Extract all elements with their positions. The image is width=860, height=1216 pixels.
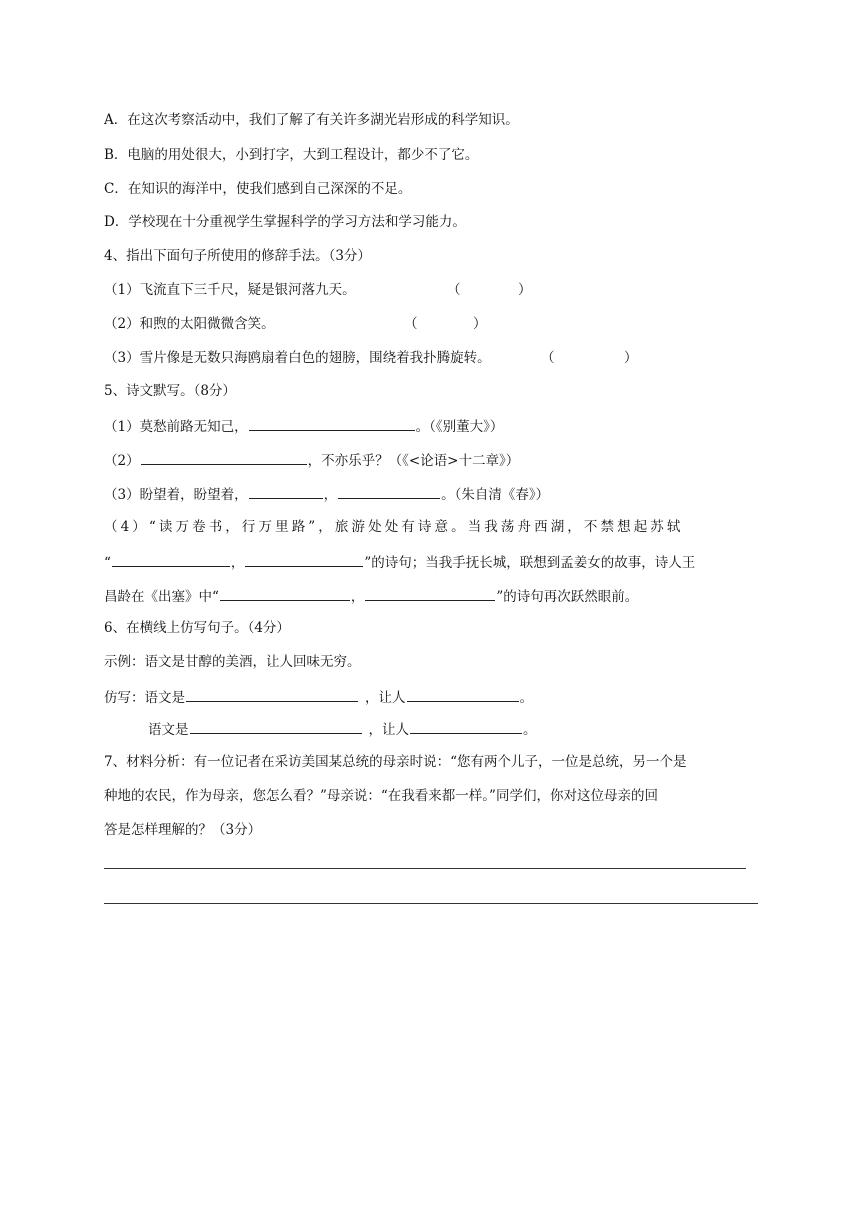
answer-line-2[interactable] [104,903,758,904]
q4-item-2 [104,314,275,334]
q5-line-5 [104,551,695,573]
q4-item-1-text: （1）飞流直下三千尺，疑是银河落九天。 [104,282,356,298]
q6-practice-2 [148,718,537,740]
q6-practice-1-prompt: 仿写：语文是 [104,690,185,706]
q5-line-3 [104,483,549,505]
q6-practice-2-prompt: 语文是 [148,722,189,738]
answer-blank[interactable] [410,718,522,734]
answer-blank[interactable] [190,718,362,734]
q5-line-2-prompt: （2） [104,453,140,469]
answer-blank[interactable] [249,415,415,431]
q5-line-3-source: 。（朱自清《春》） [441,487,550,503]
q4-title: 4、指出下面句子所使用的修辞手法。（3分） [104,248,371,264]
answer-blank[interactable] [112,551,230,567]
option-c: C．在知识的海洋中，使我们感到自己深深的不足。 [104,181,412,197]
q7-line-2: 种地的农民，作为母亲，您怎么看？”母亲说：“在我看来都一样。”同学们，你对这位母亲的回 [104,788,658,804]
q5-line-3-comma: ， [323,487,338,503]
answer-blank[interactable] [249,483,323,499]
answer-blank[interactable] [141,449,307,465]
q4-item-3-close: ） [624,350,638,366]
q4-item-1-close: ） [518,282,532,298]
q4-item-2-text: （2）和煦的太阳微微含笑。 [104,316,275,332]
q4-item-2-open: （ [404,316,418,332]
answer-blank[interactable] [220,585,350,601]
q7-line-3: 答是怎样理解的？（3分） [104,822,262,838]
q5-line-6-comma: ， [350,589,365,605]
q6-practice-2-mid: ，让人 [368,722,409,738]
q5-line-5-comma: ， [230,555,245,571]
q4-item-3-text: （3）雪片像是无数只海鸥扇着白色的翅膀，围绕着我扑腾旋转。 [104,350,491,366]
q4-item-2-close: ） [473,316,487,332]
q6-practice-1 [104,686,533,708]
q5-line-1 [104,415,503,437]
q5-line-6 [104,585,638,607]
q5-line-6-end: ”的诗句再次跃然眼前。 [496,589,639,605]
q4-item-1-open: （ [447,282,461,298]
q6-example: 示例：语文是甘醇的美酒，让人回味无穷。 [104,654,361,670]
option-b: B．电脑的用处很大，小到打字，大到工程设计，都少不了它。 [104,147,479,163]
answer-blank[interactable] [365,585,495,601]
q5-line-1-prompt: （1）莫愁前路无知己， [104,419,248,435]
q5-line-5-quote: “ [104,555,111,571]
q7-line-1: 7、材料分析：有一位记者在采访美国某总统的母亲时说：“您有两个儿子，一位是总统，另一个是 [104,754,687,770]
q4-item-3 [104,348,491,368]
q4-item-3-open: （ [541,350,555,366]
q4-item-1 [104,280,356,300]
q6-practice-2-end: 。 [523,722,537,738]
answer-line-1[interactable] [104,868,746,869]
q6-practice-1-end: 。 [519,690,533,706]
q5-line-5-text: ”的诗句；当我手抚长城，联想到孟姜女的故事，诗人王 [364,555,696,571]
q5-line-1-source: 。（《别董大》） [415,419,504,435]
q6-title: 6、在横线上仿写句子。（4分） [104,620,290,636]
option-d: D．学校现在十分重视学生掌握科学的学习方法和学习能力。 [104,214,466,230]
answer-blank[interactable] [338,483,440,499]
q5-line-2 [104,449,519,471]
option-a: A．在这次考察活动中，我们了解了有关许多湖光岩形成的科学知识。 [104,112,519,128]
q5-title: 5、诗文默写。（8分） [104,383,236,399]
q5-line-4: （4）“读万卷书，行万里路”，旅游处处有诗意。当我荡舟西湖，不禁想起苏轼 [104,519,684,535]
answer-blank[interactable] [245,551,363,567]
answer-blank[interactable] [407,686,519,702]
q5-line-2-source: ，不亦乐乎？（《<论语>十二章》） [307,453,520,469]
q5-line-6-text: 昌龄在《出塞》中“ [104,589,219,605]
q6-practice-1-mid: ，让人 [365,690,406,706]
answer-blank[interactable] [186,686,358,702]
q5-line-3-prompt: （3）盼望着，盼望着， [104,487,248,503]
